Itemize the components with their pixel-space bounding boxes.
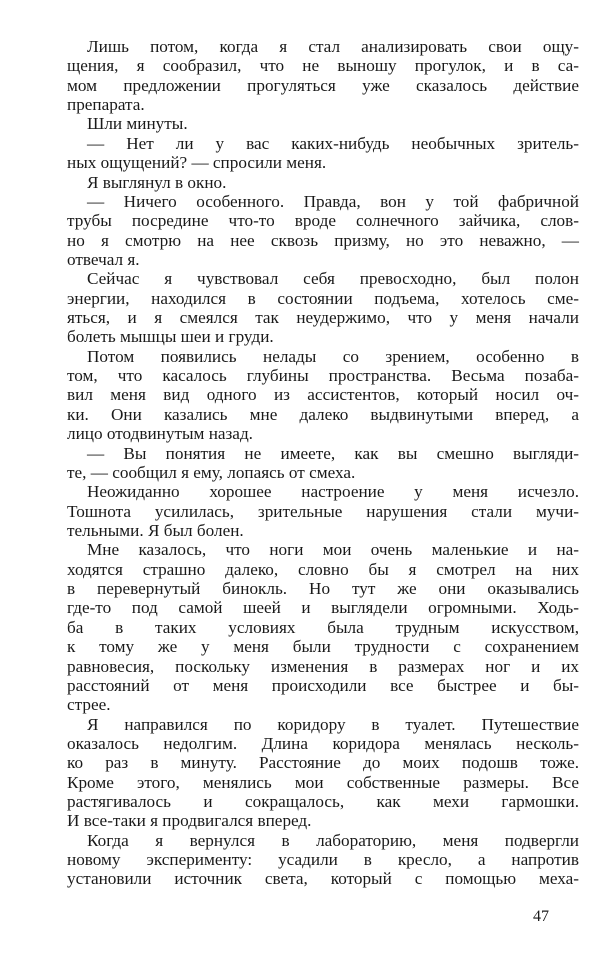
text-line: — Нет ли у вас каких-нибудь необычных зритель- xyxy=(87,133,579,153)
text-line: яться, и я смеялся так неудержимо, что у меня начали xyxy=(67,308,579,328)
text-line: установили источник света, который с помощью меха- xyxy=(67,869,579,889)
text-line: но я смотрю на нее сквозь призму, но это неважно, — xyxy=(67,230,579,250)
text-line: Сейчас я чувствовал себя превосходно, был полон xyxy=(87,269,579,289)
text-line: отвечал я. xyxy=(67,249,140,269)
text-line: в перевернутый бинокль. Но тут же они оказывались xyxy=(67,579,579,599)
text-line: новому эксперименту: усадили в кресло, а напротив xyxy=(67,850,579,870)
text-line: равновесия, поскольку изменения в размерах ног и их xyxy=(67,656,579,676)
text-line: том, что касалось глубины пространства. Весьма позаба- xyxy=(67,366,579,386)
text-line: Я направился по коридору в туалет. Путешествие xyxy=(87,714,579,734)
text-line: И все-таки я продвигался вперед. xyxy=(67,811,312,831)
text-line: стрее. xyxy=(67,695,111,715)
text-line: Я выглянул в окно. xyxy=(87,172,227,192)
text-line: Тошнота усилилась, зрительные нарушения стали мучи- xyxy=(67,501,579,521)
page-number: 47 xyxy=(533,908,549,925)
text-line: трубы посредине что-то вроде солнечного зайчика, слов- xyxy=(67,211,579,231)
text-line: ходятся страшно далеко, словно бы я смотрел на них xyxy=(67,559,579,579)
text-line: — Вы понятия не имеете, как вы смешно выгляди- xyxy=(87,443,579,463)
text-line: ко раз в минуту. Расстояние до моих подошв тоже. xyxy=(67,753,579,773)
text-line: оказалось недолгим. Длина коридора менялась несколь- xyxy=(67,733,579,753)
text-line: Лишь потом, когда я стал анализировать свои ощу- xyxy=(87,37,579,56)
text-line: те, — сообщил я ему, лопаясь от смеха. xyxy=(67,462,356,482)
text-line: к тому же у меня были трудности с сохранением xyxy=(67,637,579,657)
text-line: — Ничего особенного. Правда, вон у той фабричной xyxy=(87,191,579,211)
text-line: Мне казалось, что ноги мои очень маленькие и на- xyxy=(87,540,579,560)
text-line: расстояний от меня происходили все быстрее и бы- xyxy=(67,675,579,695)
text-line: болеть мышцы шеи и груди. xyxy=(67,327,274,347)
text-line: энергии, находился в состоянии подъема, хотелось сме- xyxy=(67,288,579,308)
text-line: мом предложении прогуляться уже сказалось действие xyxy=(67,75,579,95)
text-line: ки. Они казались мне далеко выдвинутыми вперед, а xyxy=(67,404,579,424)
text-line: вил меня вид одного из ассистентов, который носил оч- xyxy=(67,385,579,405)
text-line: препарата. xyxy=(67,95,145,115)
text-line: Шли минуты. xyxy=(87,114,188,134)
body-text xyxy=(67,37,579,889)
text-line: Когда я вернулся в лабораторию, меня подвергли xyxy=(87,830,579,850)
text-line: лицо отодвинутым назад. xyxy=(67,424,253,444)
text-line: тельными. Я был болен. xyxy=(67,520,244,540)
text-line: ных ощущений? — спросили меня. xyxy=(67,153,327,173)
text-line: растягивалось и сокращалось, как мехи гармошки. xyxy=(67,792,579,812)
text-line: щения, я сообразил, что не выношу прогулок, и в са- xyxy=(67,56,579,76)
text-line: Потом появились нелады со зрением, особенно в xyxy=(87,346,579,366)
text-line: Неожиданно хорошее настроение у меня исчезло. xyxy=(87,482,579,502)
text-line: где-то под самой шеей и выглядели огромными. Ходь- xyxy=(67,598,579,618)
text-line: Кроме этого, менялись мои собственные размеры. Все xyxy=(67,772,579,792)
text-line: ба в таких условиях была трудным искусством, xyxy=(67,617,579,637)
